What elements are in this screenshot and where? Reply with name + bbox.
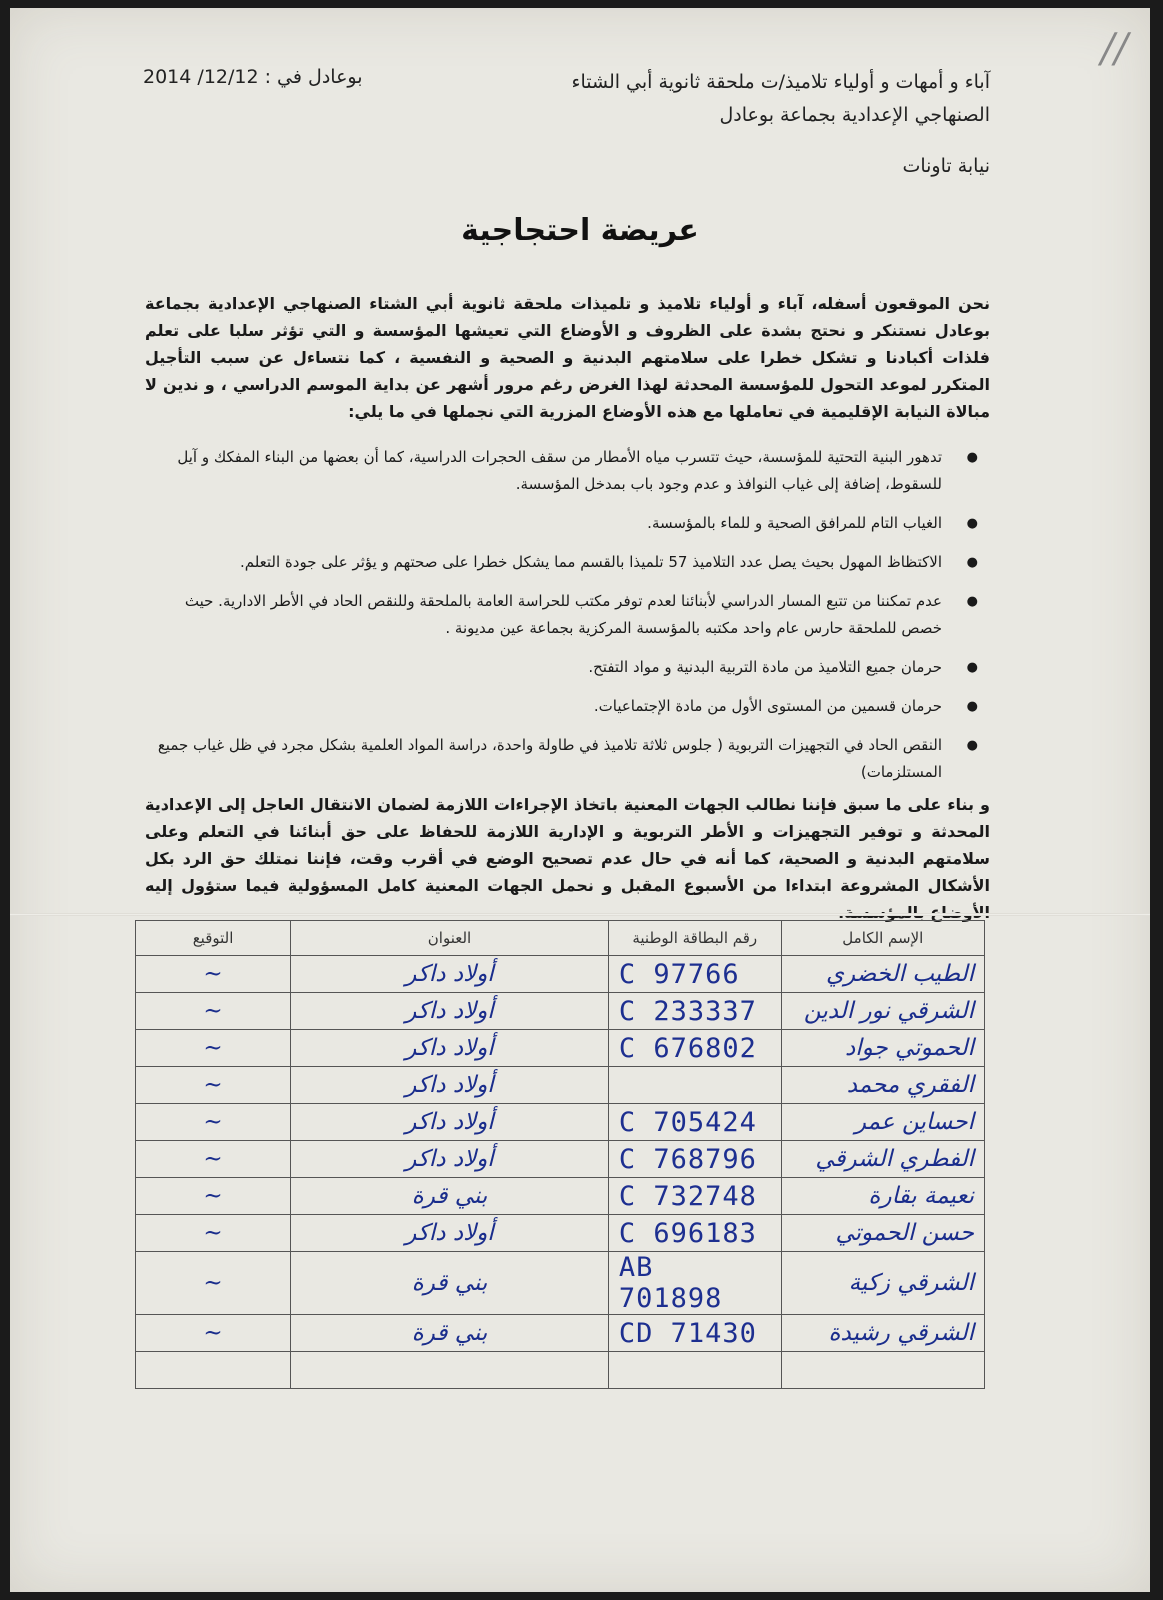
- full-name-cell: الفطري الشرقي: [781, 1141, 984, 1178]
- id-number-cell: C 705424: [608, 1104, 781, 1141]
- addressee-line-2: الصنهاجي الإعدادية بجماعة بوعادل: [719, 104, 990, 126]
- signature-cell: ~: [136, 993, 291, 1030]
- grievance-item: ● النقص الحاد في التجهيزات التربوية ( جلوس ثلاثة تلاميذ في طاولة واحدة، دراسة المواد العلمية بشكل مجرد في ظل غياب جميع المستلزمات): [150, 732, 990, 786]
- full-name-cell: الشرقي رشيدة: [781, 1315, 984, 1352]
- grievance-item: ● عدم تمكننا من تتبع المسار الدراسي لأبنائنا لعدم توفر مكتب للحراسة العامة بالملحقة وللنقص الحاد في الأطر الادارية. حيث خصص للملحقة حارس عام واحد مكتبه بالمؤسسة المركزية بجماعة عين مديونة .: [150, 588, 990, 642]
- full-name-cell: الطيب الخضري: [781, 956, 984, 993]
- full-name-cell: حسن الحموتي: [781, 1215, 984, 1252]
- full-name-cell: الحموتي جواد: [781, 1030, 984, 1067]
- signatures-table: [135, 920, 985, 1389]
- address-cell: [291, 1352, 609, 1389]
- petition-page: [10, 8, 1150, 1592]
- id-number-cell: C 768796: [608, 1141, 781, 1178]
- table-row: [136, 993, 985, 1030]
- id-number-cell: [608, 1067, 781, 1104]
- full-name-cell: [781, 1352, 984, 1389]
- signature-cell: ~: [136, 1141, 291, 1178]
- signature-cell: ~: [136, 1067, 291, 1104]
- closing-paragraph: [145, 791, 990, 926]
- table-row: [136, 1030, 985, 1067]
- table-row: [136, 1104, 985, 1141]
- paper-fold: [10, 913, 1150, 916]
- id-number-cell: C 97766: [608, 956, 781, 993]
- address-cell: بني قرة: [291, 1252, 609, 1315]
- address-cell: أولاد داكر: [291, 1215, 609, 1252]
- table-row: [136, 1215, 985, 1252]
- full-name-cell: نعيمة بقارة: [781, 1178, 984, 1215]
- table-row: [136, 1141, 985, 1178]
- id-number-cell: [608, 1352, 781, 1389]
- signature-cell: ~: [136, 1215, 291, 1252]
- id-number-cell: C 732748: [608, 1178, 781, 1215]
- header-signature: التوقيع: [136, 921, 291, 956]
- signature-cell: ~: [136, 1315, 291, 1352]
- intro-paragraph: [145, 290, 990, 425]
- grievance-item: ● حرمان قسمين من المستوى الأول من مادة الإجتماعيات.: [150, 693, 990, 720]
- signature-cell: ~: [136, 956, 291, 993]
- address-cell: أولاد داكر: [291, 993, 609, 1030]
- grievance-item: ● تدهور البنية التحتية للمؤسسة، حيث تتسرب مياه الأمطار من سقف الحجرات الدراسية، كما أن بعضها من البناء المفكك و آيل للسقوط، إضافة إلى غياب النوافذ و عدم وجود باب بمدخل المؤسسة.: [150, 444, 990, 498]
- id-number-cell: C 233337: [608, 993, 781, 1030]
- grievance-item: ● حرمان جميع التلاميذ من مادة التربية البدنية و مواد التفتح.: [150, 654, 990, 681]
- table-row: [136, 1067, 985, 1104]
- table-row: [136, 1252, 985, 1315]
- header-full-name: الإسم الكامل: [781, 921, 984, 956]
- id-number-cell: AB 701898: [608, 1252, 781, 1315]
- table-row: [136, 956, 985, 993]
- id-number-cell: C 676802: [608, 1030, 781, 1067]
- address-cell: بني قرة: [291, 1178, 609, 1215]
- id-number-cell: C 696183: [608, 1215, 781, 1252]
- office-name: نيابة تاونات: [902, 155, 990, 177]
- header-id-number: رقم البطاقة الوطنية: [608, 921, 781, 956]
- date-line: بوعادل في : 12/12/ 2014: [143, 66, 363, 88]
- full-name-cell: الشرقي زكية: [781, 1252, 984, 1315]
- address-cell: أولاد داكر: [291, 1104, 609, 1141]
- grievance-item: ● الغياب التام للمرافق الصحية و للماء بالمؤسسة.: [150, 510, 990, 537]
- signature-cell: [136, 1352, 291, 1389]
- page-title: عريضة احتجاجية: [461, 213, 699, 248]
- header-address: العنوان: [291, 921, 609, 956]
- grievance-item: ● الاكتظاظ المهول بحيث يصل عدد التلاميذ 57 تلميذا بالقسم مما يشكل خطرا على صحتهم و يؤثر على جودة التعلم.: [150, 549, 990, 576]
- addressee-block: [430, 66, 990, 183]
- closing-text: و بناء على ما سبق فإننا نطالب الجهات المعنية باتخاذ الإجراءات اللازمة لضمان الانتقال العاجل إلى الإعدادية المحدثة و توفير التجهيزات و الأطر التربوية و الإدارية اللازمة للحفاظ على حق أبنائنا في التعلم وعلى سلامتهم البدنية و الصحية، كما أنه في حال عدم تصحيح الوضع في أقرب وقت، فإننا نمتلك حق الرد بكل الأشكال المشروعة ابتداءا من الأسبوع المقبل و نحمل الجهات المعنية كامل المسؤولية فيما ستؤول إليه: [145, 795, 990, 895]
- address-cell: أولاد داكر: [291, 1141, 609, 1178]
- full-name-cell: احساين عمر: [781, 1104, 984, 1141]
- table-header-row: [136, 921, 985, 956]
- signature-cell: ~: [136, 1030, 291, 1067]
- pen-mark: //: [1101, 26, 1128, 72]
- table-row: [136, 1178, 985, 1215]
- full-name-cell: الشرقي نور الدين: [781, 993, 984, 1030]
- table-row: [136, 1315, 985, 1352]
- signature-cell: ~: [136, 1252, 291, 1315]
- addressee-line-1: آباء و أمهات و أولياء تلاميذ/ت ملحقة ثانوية أبي الشتاء: [571, 71, 990, 93]
- signatures-body: [136, 956, 985, 1389]
- signature-cell: ~: [136, 1178, 291, 1215]
- intro-text: نحن الموقعون أسفله، آباء و أولياء تلاميذ و تلميذات ملحقة ثانوية أبي الشتاء الصنهاجي الإعدادية بجماعة بوعادل نستنكر و نحتج بشدة على الظروف و الأوضاع التي تعيشها المؤسسة و التي تؤثر سلبا على تعلم فلذات أكبادنا و تشكل خطرا على سلامتهم البدنية و الصحية و النفسية ، كما نتساءل عن سبب التأجيل المتكرر لموعد التحول للمؤسسة المحدثة لهذا الغرض رغم مرور أشهر عن بداية الموسم الدراسي ، و ندين لا مبالاة النيابة الإقليمية في تعاملها مع هذه الأوضاع المزرية التي نجملها في ما يلي:: [145, 294, 990, 421]
- address-cell: أولاد داكر: [291, 956, 609, 993]
- full-name-cell: الفقري محمد: [781, 1067, 984, 1104]
- id-number-cell: CD 71430: [608, 1315, 781, 1352]
- address-cell: أولاد داكر: [291, 1067, 609, 1104]
- table-row: [136, 1352, 985, 1389]
- signature-cell: ~: [136, 1104, 291, 1141]
- address-cell: بني قرة: [291, 1315, 609, 1352]
- address-cell: أولاد داكر: [291, 1030, 609, 1067]
- grievance-list: [150, 444, 990, 798]
